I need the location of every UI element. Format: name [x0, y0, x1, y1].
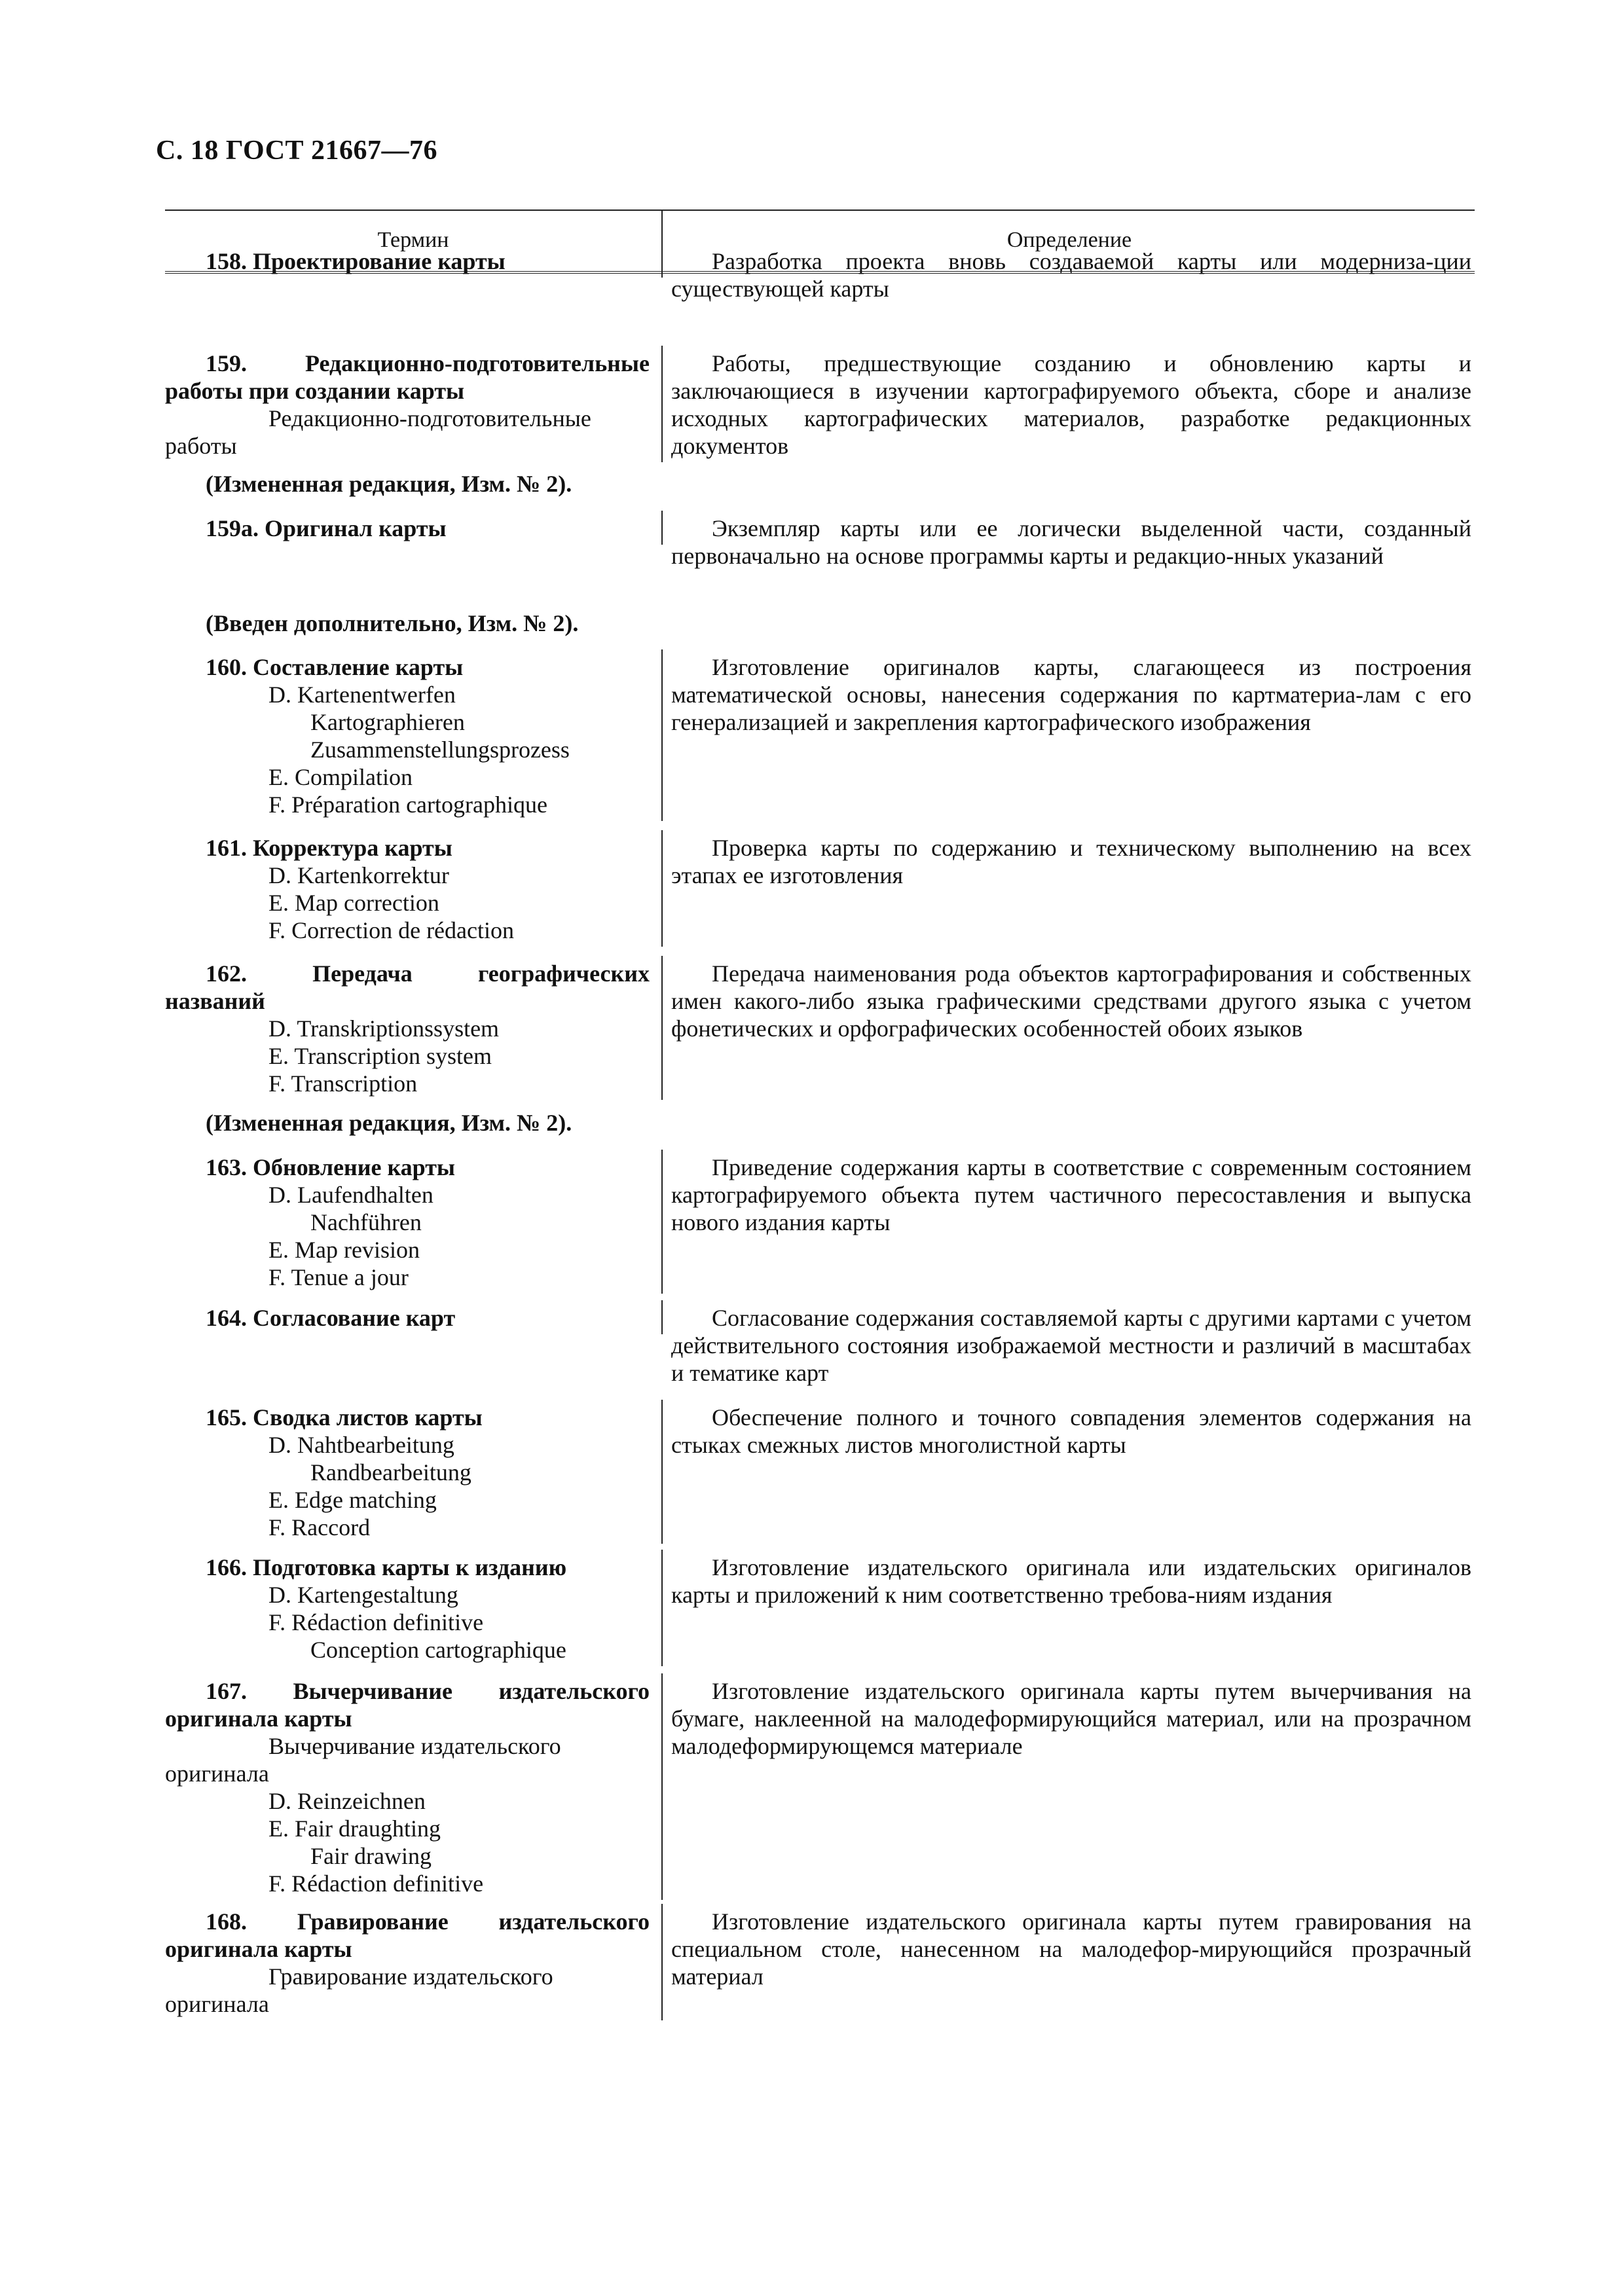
- term-cell: [165, 1304, 657, 1332]
- term-title: 163. Обновление карты: [206, 1154, 455, 1180]
- foreign-equivalent: F. Correction de rédaction: [268, 917, 514, 943]
- foreign-equivalent: E. Map revision: [268, 1237, 420, 1263]
- table-row: [165, 834, 1475, 944]
- table-row: [165, 1908, 1475, 2018]
- definition-cell: [671, 350, 1471, 460]
- definition-cell: [671, 1677, 1471, 1760]
- definition-cell: [671, 247, 1471, 302]
- term-cell: [165, 834, 657, 944]
- definition-text: Изготовление издательского оригинала или издательских оригиналов карты и приложений к ним соответственно требова-ниям издания: [671, 1554, 1471, 1608]
- definition-cell: [671, 834, 1471, 889]
- term-cell: [165, 653, 657, 818]
- foreign-equivalent: D. Transkriptionssystem: [268, 1015, 500, 1042]
- term-cell: [165, 1109, 828, 1137]
- term-title: 166. Подготовка карты к изданию: [206, 1554, 567, 1580]
- column-divider: [661, 1673, 663, 1900]
- definition-text: Экземпляр карты или ее логически выделенной части, созданный первоначально на основе программы карты и редакцио-нных указаний: [671, 515, 1471, 569]
- foreign-equivalent: Kartographieren: [310, 709, 465, 735]
- term-title: 167. Вычерчивание издательского: [206, 1678, 650, 1704]
- foreign-equivalent: Nachführen: [310, 1209, 422, 1235]
- column-divider: [661, 1400, 663, 1544]
- definition-cell: [671, 1404, 1471, 1459]
- foreign-equivalent: D. Kartenkorrektur: [268, 862, 449, 888]
- table-row: [165, 515, 1475, 569]
- foreign-equivalent: D. Nahtbearbeitung: [268, 1432, 454, 1458]
- table-row: [165, 1304, 1475, 1386]
- term-title: 158. Проектирование карты: [206, 248, 506, 274]
- column-divider: [661, 956, 663, 1100]
- definition-cell: [671, 1554, 1471, 1609]
- foreign-equivalent: Conception cartographique: [310, 1637, 566, 1663]
- column-divider: [661, 511, 663, 545]
- term-title-continued: оригинала карты: [165, 1705, 352, 1732]
- column-divider: [661, 244, 663, 278]
- table-row: [165, 1404, 1475, 1541]
- term-title: 162. Передача географических: [206, 960, 650, 987]
- term-synonym-continued: оригинала: [165, 1760, 269, 1787]
- table-row: [165, 653, 1475, 818]
- column-divider: [661, 649, 663, 821]
- foreign-equivalent: E. Compilation: [268, 764, 413, 790]
- term-cell: [165, 470, 828, 498]
- term-synonym: Гравирование издательского: [268, 1963, 553, 1990]
- definition-cell: [671, 960, 1471, 1042]
- column-divider: [661, 1300, 663, 1334]
- foreign-equivalent: E. Map correction: [268, 890, 439, 916]
- foreign-equivalent: D. Laufendhalten: [268, 1182, 433, 1208]
- foreign-equivalent: D. Kartengestaltung: [268, 1582, 458, 1608]
- column-header-definition: Определение: [1006, 228, 1132, 252]
- term-cell: [165, 350, 657, 460]
- foreign-equivalent: Randbearbeitung: [310, 1459, 471, 1485]
- table-row: [165, 1154, 1475, 1291]
- term-cell: [165, 1554, 657, 1664]
- definition-text: Проверка карты по содержанию и техническому выполнению на всех этапах ее изготовления: [671, 835, 1471, 888]
- table-row: [165, 610, 1475, 637]
- foreign-equivalent: Fair drawing: [310, 1843, 432, 1869]
- table-row: [165, 247, 1475, 302]
- term-cell: [165, 1677, 657, 1897]
- foreign-equivalent: E. Edge matching: [268, 1487, 437, 1513]
- table-row: [165, 350, 1475, 460]
- term-title-continued: оригинала карты: [165, 1936, 352, 1962]
- term-cell: [165, 610, 828, 637]
- foreign-equivalent: F. Transcription: [268, 1070, 418, 1097]
- foreign-equivalent: E. Transcription system: [268, 1043, 492, 1069]
- definition-text: Работы, предшествующие созданию и обновлению карты и заключающиеся в изучении картографируемого объекта, сборе и анализе исходных картографических материалов, разработке редакционных документов: [671, 350, 1471, 459]
- table-row: [165, 1677, 1475, 1897]
- foreign-equivalent: F. Préparation cartographique: [268, 792, 547, 818]
- foreign-equivalent: E. Fair draughting: [268, 1815, 441, 1842]
- definition-text: Изготовление издательского оригинала карты путем гравирования на специальном столе, нанесенном на малодефор-мирующийся прозрачный материал: [671, 1908, 1471, 1990]
- definition-cell: [671, 653, 1471, 736]
- term-title: 161. Корректура карты: [206, 835, 452, 861]
- foreign-equivalent: D. Reinzeichnen: [268, 1788, 426, 1814]
- table-row: [165, 470, 1475, 498]
- column-divider: [661, 1904, 663, 2020]
- definition-text: Передача наименования рода объектов картографирования и собственных имен какого-либо языка графическими средствами другого языка с учетом фонетических и орфографических особенностей обоих языков: [671, 960, 1471, 1042]
- term-cell: [165, 1404, 657, 1541]
- table-row: [165, 960, 1475, 1097]
- definition-cell: [671, 515, 1471, 570]
- foreign-equivalent: F. Rédaction definitive: [268, 1870, 484, 1897]
- term-cell: [165, 515, 657, 542]
- term-title: 160. Составление карты: [206, 654, 464, 680]
- column-divider: [661, 346, 663, 462]
- terms-table: [165, 210, 1475, 2017]
- column-header-term: Термин: [377, 228, 449, 252]
- term-cell: [165, 960, 657, 1097]
- definition-text: Разработка проекта вновь создаваемой карты или модерниза-ции существующей карты: [671, 248, 1471, 302]
- term-title: 165. Сводка листов карты: [206, 1404, 483, 1430]
- term-cell: [165, 1154, 657, 1291]
- definition-text: Изготовление оригиналов карты, слагающееся из построения математической основы, нанесения содержания по картматериа-лам с его генерализацией и закрепления картографического изображения: [671, 654, 1471, 735]
- term-title-continued: названий: [165, 988, 265, 1014]
- definition-text: Изготовление издательского оригинала карты путем вычерчивания на бумаге, наклеенной на малодеформирующийся материал, или на прозрачном малодеформирующемся материале: [671, 1678, 1471, 1759]
- term-synonym-continued: работы: [165, 433, 237, 459]
- foreign-equivalent: F. Tenue a jour: [268, 1264, 409, 1290]
- revision-note: (Введен дополнительно, Изм. № 2).: [206, 610, 579, 636]
- foreign-equivalent: D. Kartenentwerfen: [268, 682, 456, 708]
- definition-cell: [671, 1304, 1471, 1387]
- term-cell: [165, 247, 657, 275]
- definition-text: Приведение содержания карты в соответствие с современным состоянием картографируемого объекта путем частичного пересоставления и выпуска нового издания карты: [671, 1154, 1471, 1235]
- term-synonym: Вычерчивание издательского: [268, 1733, 561, 1759]
- revision-note: (Измененная редакция, Изм. № 2).: [206, 471, 572, 497]
- table-row: [165, 1554, 1475, 1664]
- definition-cell: [671, 1154, 1471, 1236]
- foreign-equivalent: Zusammenstellungsprozess: [310, 737, 570, 763]
- column-divider: [661, 830, 663, 947]
- term-title: 164. Согласование карт: [206, 1305, 456, 1331]
- term-title: 159. Редакционно-подготовительные: [206, 350, 650, 376]
- revision-note: (Измененная редакция, Изм. № 2).: [206, 1110, 572, 1136]
- term-synonym: Редакционно-подготовительные: [268, 405, 591, 431]
- foreign-equivalent: F. Raccord: [268, 1514, 371, 1540]
- term-title: 159а. Оригинал карты: [206, 515, 447, 541]
- term-title: 168. Гравирование издательского: [206, 1908, 650, 1935]
- term-synonym-continued: оригинала: [165, 1991, 269, 2017]
- definition-text: Обеспечение полного и точного совпадения элементов содержания на стыках смежных листов многолистной карты: [671, 1404, 1471, 1458]
- table-row: [165, 1109, 1475, 1137]
- column-divider: [661, 1150, 663, 1294]
- term-title-continued: работы при создании карты: [165, 378, 465, 404]
- definition-cell: [671, 1908, 1471, 1990]
- foreign-equivalent: F. Rédaction definitive: [268, 1609, 484, 1635]
- term-cell: [165, 1908, 657, 2018]
- column-divider: [661, 1550, 663, 1666]
- definition-text: Согласование содержания составляемой карты с другими картами с учетом действительного состояния изображаемой местности и различий в масштабах и тематике карт: [671, 1305, 1471, 1386]
- page-header: С. 18 ГОСТ 21667—76: [156, 136, 438, 166]
